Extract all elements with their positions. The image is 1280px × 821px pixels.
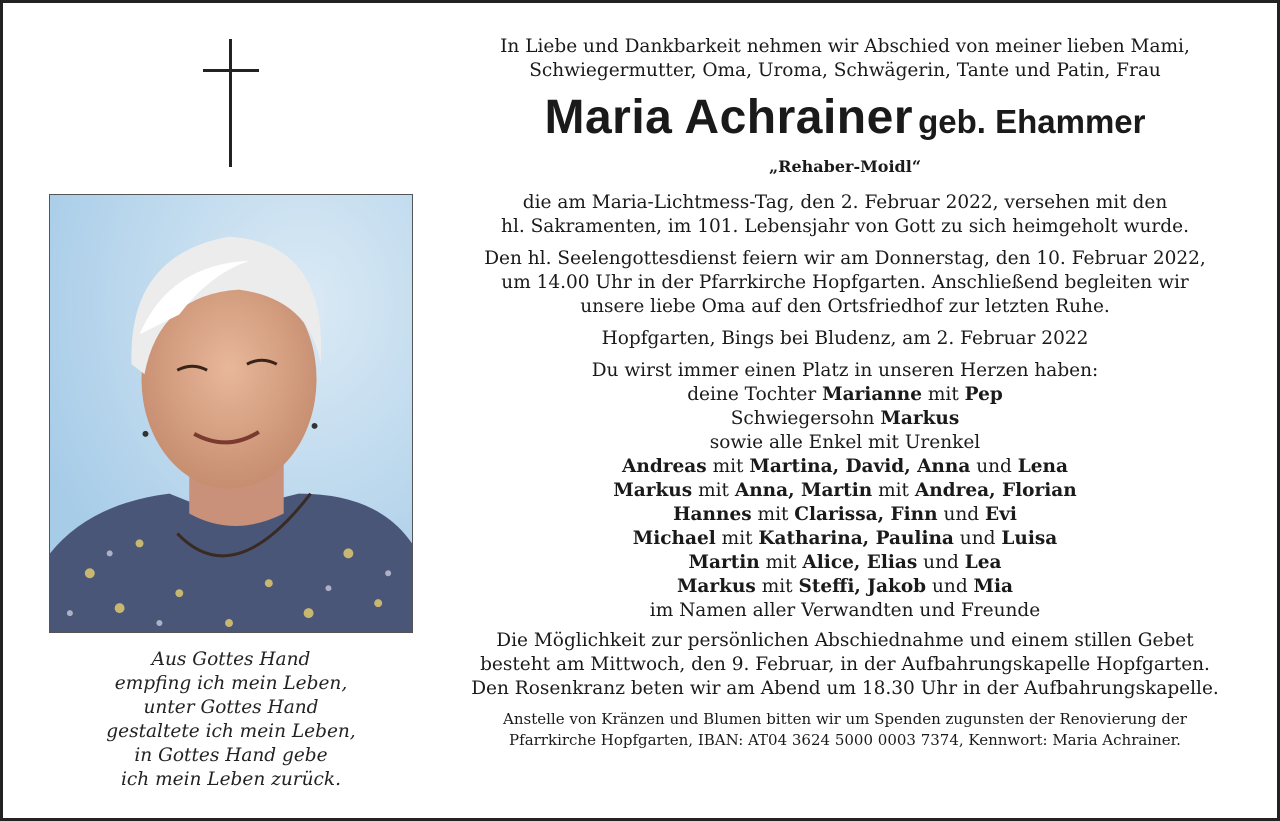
family-line [433, 431, 1257, 455]
family-text: und [926, 576, 974, 597]
family-text: mit [751, 504, 795, 525]
place-date: Hopfgarten, Bings bei Bludenz, am 2. Februar 2022 [601, 328, 1089, 349]
family-name: Martin [688, 552, 760, 573]
family-name: Steffi, Jakob [798, 576, 927, 597]
notice-text [433, 35, 1257, 751]
poem-line: ich mein Leben zurück. [121, 769, 341, 790]
family-text: deine Tochter [687, 384, 823, 405]
family-text: mit [706, 456, 750, 477]
poem-line: gestaltete ich mein Leben, [106, 721, 356, 742]
poem [49, 648, 413, 792]
family-line [433, 479, 1257, 503]
family-name: Hannes [673, 504, 752, 525]
family-text: und [917, 552, 965, 573]
poem-line: Aus Gottes Hand [151, 649, 311, 670]
death-notice [433, 191, 1257, 239]
viewing-info [433, 629, 1257, 701]
service-info [433, 247, 1257, 319]
family-name: Markus [880, 408, 960, 429]
portrait-photo [49, 194, 413, 633]
family-text: mit [759, 552, 803, 573]
poem-line: unter Gottes Hand [143, 697, 319, 718]
family-name: Clarissa, Finn [794, 504, 938, 525]
family-text: mit [922, 384, 965, 405]
family-text: mit [872, 480, 915, 501]
family-line [433, 503, 1257, 527]
family-name: Markus [676, 576, 756, 597]
name-birth: geb. Ehammer [918, 103, 1146, 140]
death-notice-line: die am Maria-Lichtmess-Tag, den 2. Februar 2022, versehen mit den [522, 192, 1168, 213]
cross-icon [203, 39, 259, 167]
family-line [433, 455, 1257, 479]
intro-line: Schwiegermutter, Oma, Uroma, Schwägerin, Tante und Patin, Frau [529, 60, 1161, 81]
family-name: Markus [613, 480, 693, 501]
service-line: unsere liebe Oma auf den Ortsfriedhof zur letzten Ruhe. [580, 296, 1110, 317]
family-name: Michael [632, 528, 716, 549]
family-name: Andrea, Florian [914, 480, 1077, 501]
family-line [433, 527, 1257, 551]
family-name: Martina, David, Anna [749, 456, 971, 477]
family-name: Andreas [622, 456, 707, 477]
family-line [433, 551, 1257, 575]
family-name: Katharina, Paulina [758, 528, 954, 549]
deceased-name [433, 89, 1257, 157]
family-line [433, 407, 1257, 431]
viewing-line: besteht am Mittwoch, den 9. Februar, in der Aufbahrungskapelle Hopfgarten. [480, 654, 1210, 675]
service-line: Den hl. Seelengottesdienst feiern wir am Donnerstag, den 10. Februar 2022, [484, 248, 1206, 269]
intro [433, 35, 1257, 83]
donation-line: Anstelle von Kränzen und Blumen bitten wir um Spenden zugunsten der Renovierung der [503, 710, 1187, 728]
family-name: Evi [985, 504, 1017, 525]
family-text: und [953, 528, 1002, 549]
viewing-line: Den Rosenkranz beten wir am Abend um 18.30 Uhr in der Aufbahrungskapelle. [471, 678, 1219, 699]
family-name: Alice, Elias [802, 552, 918, 573]
service-line: um 14.00 Uhr in der Pfarrkirche Hopfgarten. Anschließend begleiten wir [501, 272, 1189, 293]
family-line [433, 575, 1257, 599]
family-text: und [937, 504, 986, 525]
family-line [433, 599, 1257, 623]
family-text: mit [692, 480, 735, 501]
family-name: Pep [964, 384, 1003, 405]
nickname: „Rehaber-Moidl“ [768, 157, 922, 176]
family-name: Luisa [1001, 528, 1058, 549]
donation-info [433, 709, 1257, 751]
donation-line: Pfarrkirche Hopfgarten, IBAN: AT04 3624 5000 0003 7374, Kennwort: Maria Achrainer. [509, 731, 1181, 749]
family-line [433, 383, 1257, 407]
family-text: mit [755, 576, 799, 597]
intro-line: In Liebe und Dankbarkeit nehmen wir Abschied von meiner lieben Mami, [500, 36, 1190, 57]
heart-line: Du wirst immer einen Platz in unseren Herzen haben: [591, 360, 1099, 381]
family-name: Anna, Martin [734, 480, 873, 501]
family-name: Lena [1017, 456, 1068, 477]
family-text: im Namen aller Verwandten und Freunde [649, 600, 1041, 621]
family-text: mit [715, 528, 759, 549]
family-list [433, 383, 1257, 623]
poem-line: in Gottes Hand gebe [134, 745, 328, 766]
viewing-line: Die Möglichkeit zur persönlichen Abschiednahme und einem stillen Gebet [496, 630, 1194, 651]
family-text: Schwiegersohn [730, 408, 881, 429]
death-notice-line: hl. Sakramenten, im 101. Lebensjahr von Gott zu sich heimgeholt wurde. [501, 216, 1189, 237]
family-name: Mia [973, 576, 1014, 597]
name-main: Maria Achrainer [544, 91, 913, 144]
family-name: Marianne [822, 384, 922, 405]
family-name: Lea [964, 552, 1002, 573]
poem-line: empfing ich mein Leben, [114, 673, 348, 694]
family-text: sowie alle Enkel mit Urenkel [709, 432, 981, 453]
family-text: und [970, 456, 1018, 477]
